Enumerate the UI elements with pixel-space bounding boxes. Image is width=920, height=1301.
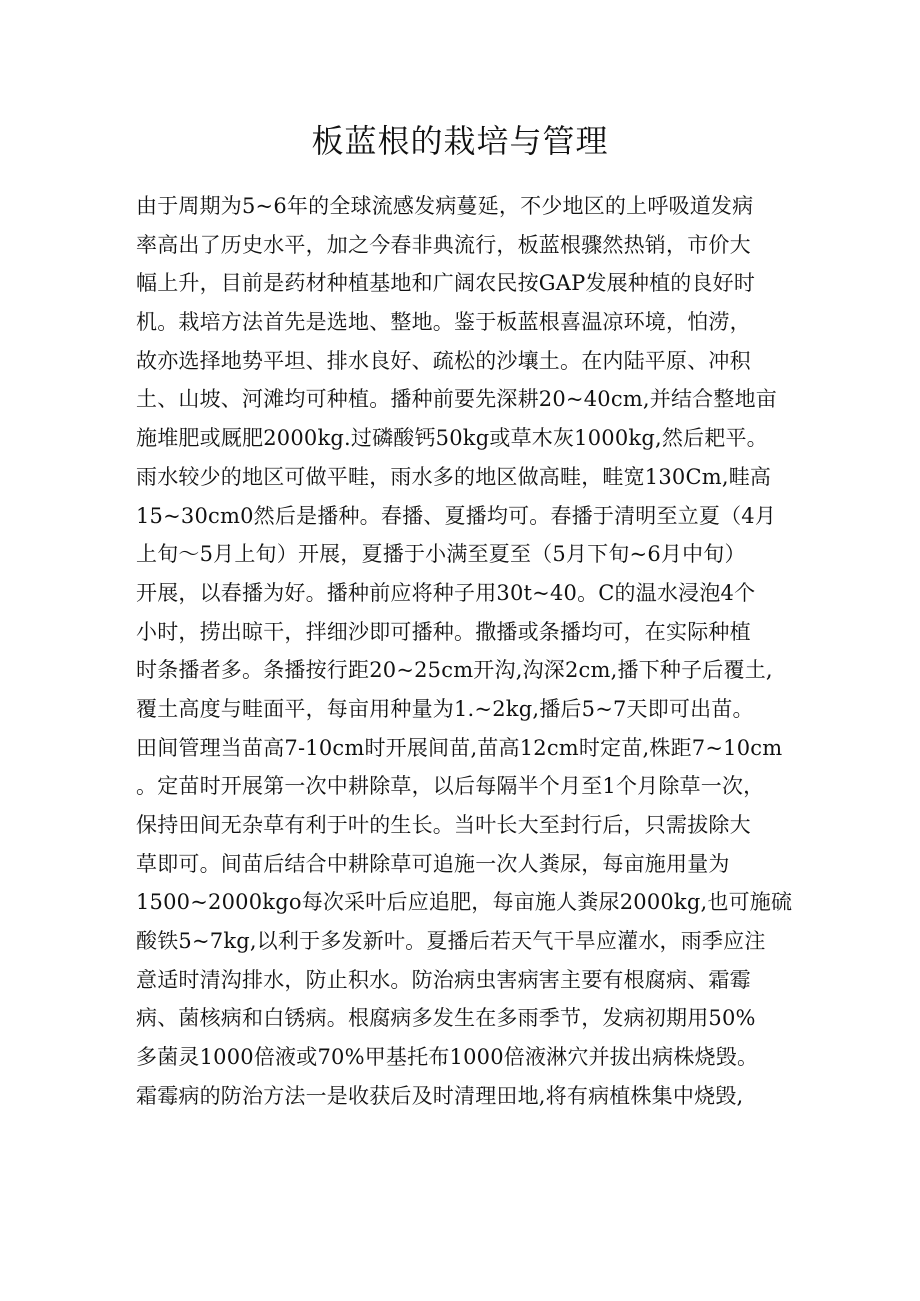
body-line: 上旬～5月上旬）开展，夏播于小满至夏至（5月下旬~6月中旬） <box>136 542 746 567</box>
body-line: 意适时清沟排水，防止积水。防治病虫害病害主要有根腐病、霜霉 <box>136 967 751 992</box>
body-line: 故亦选择地势平坦、排水良好、疏松的沙壤土。在内陆平原、冲积 <box>136 348 751 373</box>
body-line: 酸铁5~7kg,以利于多发新叶。夏播后若天气干旱应灌水，雨季应注 <box>136 929 766 954</box>
body-line: 开展，以春播为好。播种前应将种子用30t~40。C的温水浸泡4个 <box>136 580 756 605</box>
body-line: 1500~2000kgo每次采叶后应追肥，每亩施人粪尿2000kg,也可施硫 <box>136 890 793 915</box>
body-line: 率高出了历史水平，加之今春非典流行，板蓝根骤然热销，市价大 <box>136 232 751 257</box>
body-line: 时条播者多。条播按行距20~25cm开沟,沟深2cm,播下种子后覆土, <box>136 658 773 683</box>
body-line: 田间管理当苗高7-10cm时开展间苗,苗高12cm时定苗,株距7~10cm <box>136 735 783 760</box>
body-line: 病、菌核病和白锈病。根腐病多发生在多雨季节，发病初期用50% <box>136 1006 756 1031</box>
body-line: 幅上升，目前是药材种植基地和广阔农民按GAP发展种植的良好时 <box>136 271 756 296</box>
body-line: 覆土高度与畦面平，每亩用种量为1.~2kg,播后5~7天即可出苗。 <box>136 696 754 721</box>
body-line: 霜霉病的防治方法一是收获后及时清理田地,将有病植株集中烧毁, <box>136 1083 744 1108</box>
body-line: 机。栽培方法首先是选地、整地。鉴于板蓝根喜温凉环境，怕涝， <box>136 310 751 335</box>
document-body <box>136 187 836 1116</box>
body-line: 保持田间无杂草有利于叶的生长。当叶长大至封行后，只需拔除大 <box>136 813 751 837</box>
body-line: 土、山坡、河滩均可种植。播种前要先深耕20~40cm,并结合整地亩 <box>136 387 777 412</box>
body-line: 。定苗时开展第一次中耕除草，以后每隔半个月至1个月除草一次， <box>136 774 765 799</box>
body-line: 15~30cm0然后是播种。春播、夏播均可。春播于清明至立夏（4月 <box>136 503 777 528</box>
body-line: 雨水较少的地区可做平畦，雨水多的地区做高畦，畦宽130Cm,畦高 <box>136 464 772 489</box>
body-line: 施堆肥或厩肥2000kg.过磷酸钙50kg或草木灰1000kg,然后耙平。 <box>136 426 768 451</box>
document-title: 板蓝根的栽培与管理 <box>311 122 609 160</box>
body-line: 由于周期为5~6年的全球流感发病蔓延，不少地区的上呼吸道发病 <box>136 194 754 218</box>
body-line: 小时，捞出晾干，拌细沙即可播种。撒播或条播均可，在实际种植 <box>136 619 751 644</box>
body-line: 多菌灵1000倍液或70%甲基托布1000倍液淋穴并拔出病株烧毁。 <box>136 1045 759 1070</box>
body-line: 草即可。间苗后结合中耕除草可追施一次人粪尿，每亩施用量为 <box>136 851 730 876</box>
